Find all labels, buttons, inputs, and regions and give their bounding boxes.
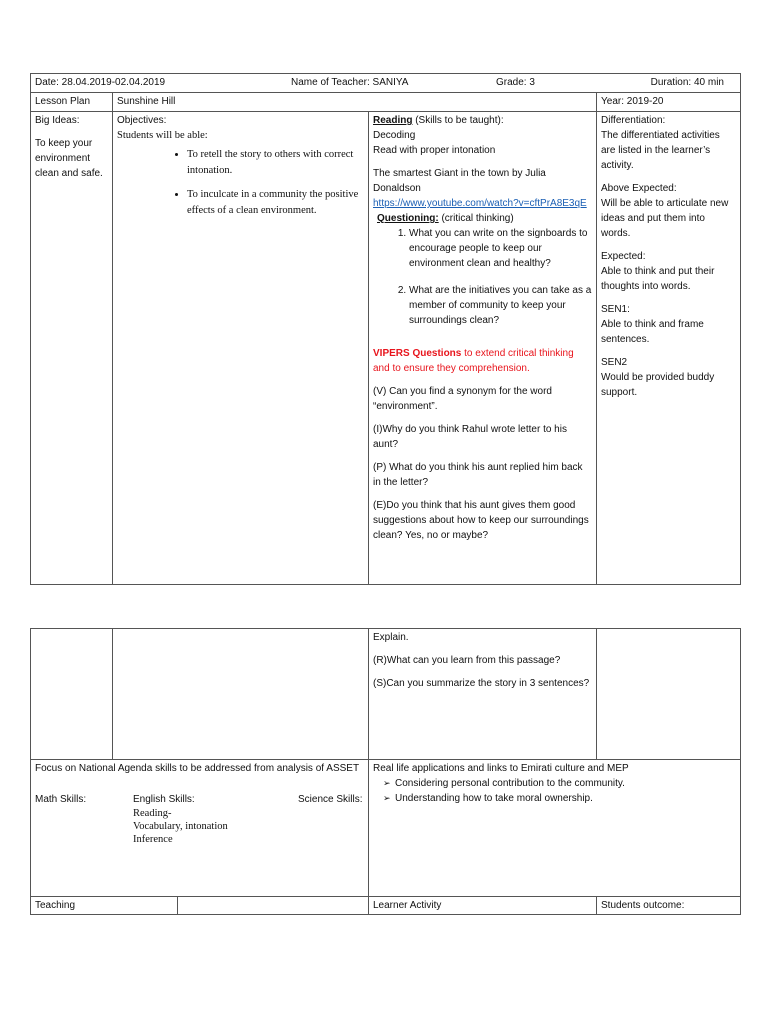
skills-row xyxy=(35,792,364,846)
objectives-title: Objectives: xyxy=(117,115,167,126)
vipers-question: (V) Can you find a synonym for the word “environment”. xyxy=(373,386,552,412)
math-skills: Math Skills: xyxy=(35,794,87,805)
students-outcome-label: Students outcome: xyxy=(597,897,741,915)
objectives-list xyxy=(117,147,364,219)
science-skills: Science Skills: xyxy=(298,794,363,805)
question-item: 2. What are the initiatives you can take as a member of community to keep your surroundings clean? xyxy=(409,283,592,328)
vipers-question: (I)Why do you think Rahul wrote letter to his aunt? xyxy=(373,424,567,450)
objectives-cell xyxy=(113,112,369,585)
questioning-rest: (critical thinking) xyxy=(438,213,514,224)
expected-title: Expected: xyxy=(601,251,646,262)
vipers-question: (P) What do you think his aunt replied him back in the letter? xyxy=(373,462,583,488)
duration-text: Duration: 40 min xyxy=(650,77,724,88)
real-life-item: ➢ Understanding how to take moral ownership. xyxy=(385,791,736,806)
english-skills-label: English Skills: xyxy=(133,794,195,805)
above-expected-text: Will be able to articulate new ideas and put them into words. xyxy=(601,198,729,239)
story-title: The smartest Giant in the town by Julia Donaldson xyxy=(373,168,546,194)
lesson-plan-label: Lesson Plan xyxy=(31,93,113,112)
reading-label-rest: (Skills to be taught): xyxy=(412,115,504,126)
english-skill-item: Vocabulary, intonation xyxy=(133,821,228,832)
grade-text: Grade: 3 xyxy=(496,77,535,88)
r-question: (R)What can you learn from this passage? xyxy=(373,655,561,666)
sen1-title: SEN1: xyxy=(601,304,630,315)
differentiation-cell xyxy=(597,112,741,585)
date-text: Date: 28.04.2019-02.04.2019 xyxy=(35,77,166,88)
sen2-text: Would be provided buddy support. xyxy=(601,372,715,398)
reading-label: Reading xyxy=(373,115,413,126)
objective-item: • To inculcate in a community the positive effects of a clean environment. xyxy=(187,187,364,219)
real-life-title: Real life applications and links to Emirati culture and MEP xyxy=(373,763,629,774)
empty-cell xyxy=(178,897,369,915)
national-agenda-title: Focus on National Agenda skills to be addressed from analysis of ASSET xyxy=(35,763,360,774)
sen2-title: SEN2 xyxy=(601,357,628,368)
national-agenda-cell xyxy=(31,760,369,897)
differentiation-intro: The differentiated activities are listed in the learner’s activity. xyxy=(601,130,720,171)
expected-text: Able to think and put their thoughts into words. xyxy=(601,266,715,292)
empty-cell xyxy=(113,629,369,760)
real-life-list xyxy=(373,776,736,806)
reading-skill: Read with proper intonation xyxy=(373,145,496,156)
teaching-label: Teaching xyxy=(31,897,178,915)
learner-activity-label: Learner Activity xyxy=(369,897,597,915)
real-life-item: ➢ Considering personal contribution to the community. xyxy=(385,776,736,791)
reading-cell xyxy=(369,112,597,585)
objective-item: • To retell the story to others with correct intonation. xyxy=(187,147,364,179)
lesson-plan-table-1 xyxy=(30,73,741,585)
vipers-question: (E)Do you think that his aunt gives them good suggestions about how to keep our surroundings clean? Yes, no or maybe? xyxy=(373,500,589,541)
empty-cell xyxy=(31,629,113,760)
lesson-plan-page-1 xyxy=(30,73,740,585)
big-ideas-cell xyxy=(31,112,113,585)
english-skills-block xyxy=(133,792,298,846)
english-skill-item: Inference xyxy=(133,834,173,845)
year-text: Year: 2019-20 xyxy=(597,93,741,112)
differentiation-title: Differentiation: xyxy=(601,115,666,126)
question-item: 1. What you can write on the signboards to encourage people to keep our environment clean and healthy? xyxy=(409,226,592,271)
vipers-rest: to extend critical thinking and to ensure they comprehension. xyxy=(373,348,574,374)
empty-cell xyxy=(597,629,741,760)
lesson-plan-table-2 xyxy=(30,628,741,915)
school-name: Sunshine Hill xyxy=(113,93,597,112)
vipers-continued-cell xyxy=(369,629,597,760)
explain-text: Explain. xyxy=(373,632,409,643)
s-question: (S)Can you summarize the story in 3 sentences? xyxy=(373,678,590,689)
vipers-label: VIPERS Questions xyxy=(373,348,462,359)
questioning-label: Questioning: xyxy=(377,213,439,224)
english-skill-item: Reading- xyxy=(133,808,172,819)
above-expected-title: Above Expected: xyxy=(601,183,677,194)
questioning-list xyxy=(373,226,592,328)
reading-skill: Decoding xyxy=(373,130,416,141)
big-ideas-text: To keep your environment clean and safe. xyxy=(35,138,103,179)
story-video-link[interactable]: https://www.youtube.com/watch?v=cftPrA8E3qE xyxy=(373,198,587,209)
lesson-plan-page-2 xyxy=(30,628,740,915)
big-ideas-title: Big Ideas: xyxy=(35,115,80,126)
objectives-intro: Students will be able: xyxy=(117,130,208,141)
real-life-cell xyxy=(369,760,741,897)
header-row xyxy=(31,74,741,93)
sen1-text: Able to think and frame sentences. xyxy=(601,319,704,345)
teacher-name: Name of Teacher: SANIYA xyxy=(291,77,409,88)
